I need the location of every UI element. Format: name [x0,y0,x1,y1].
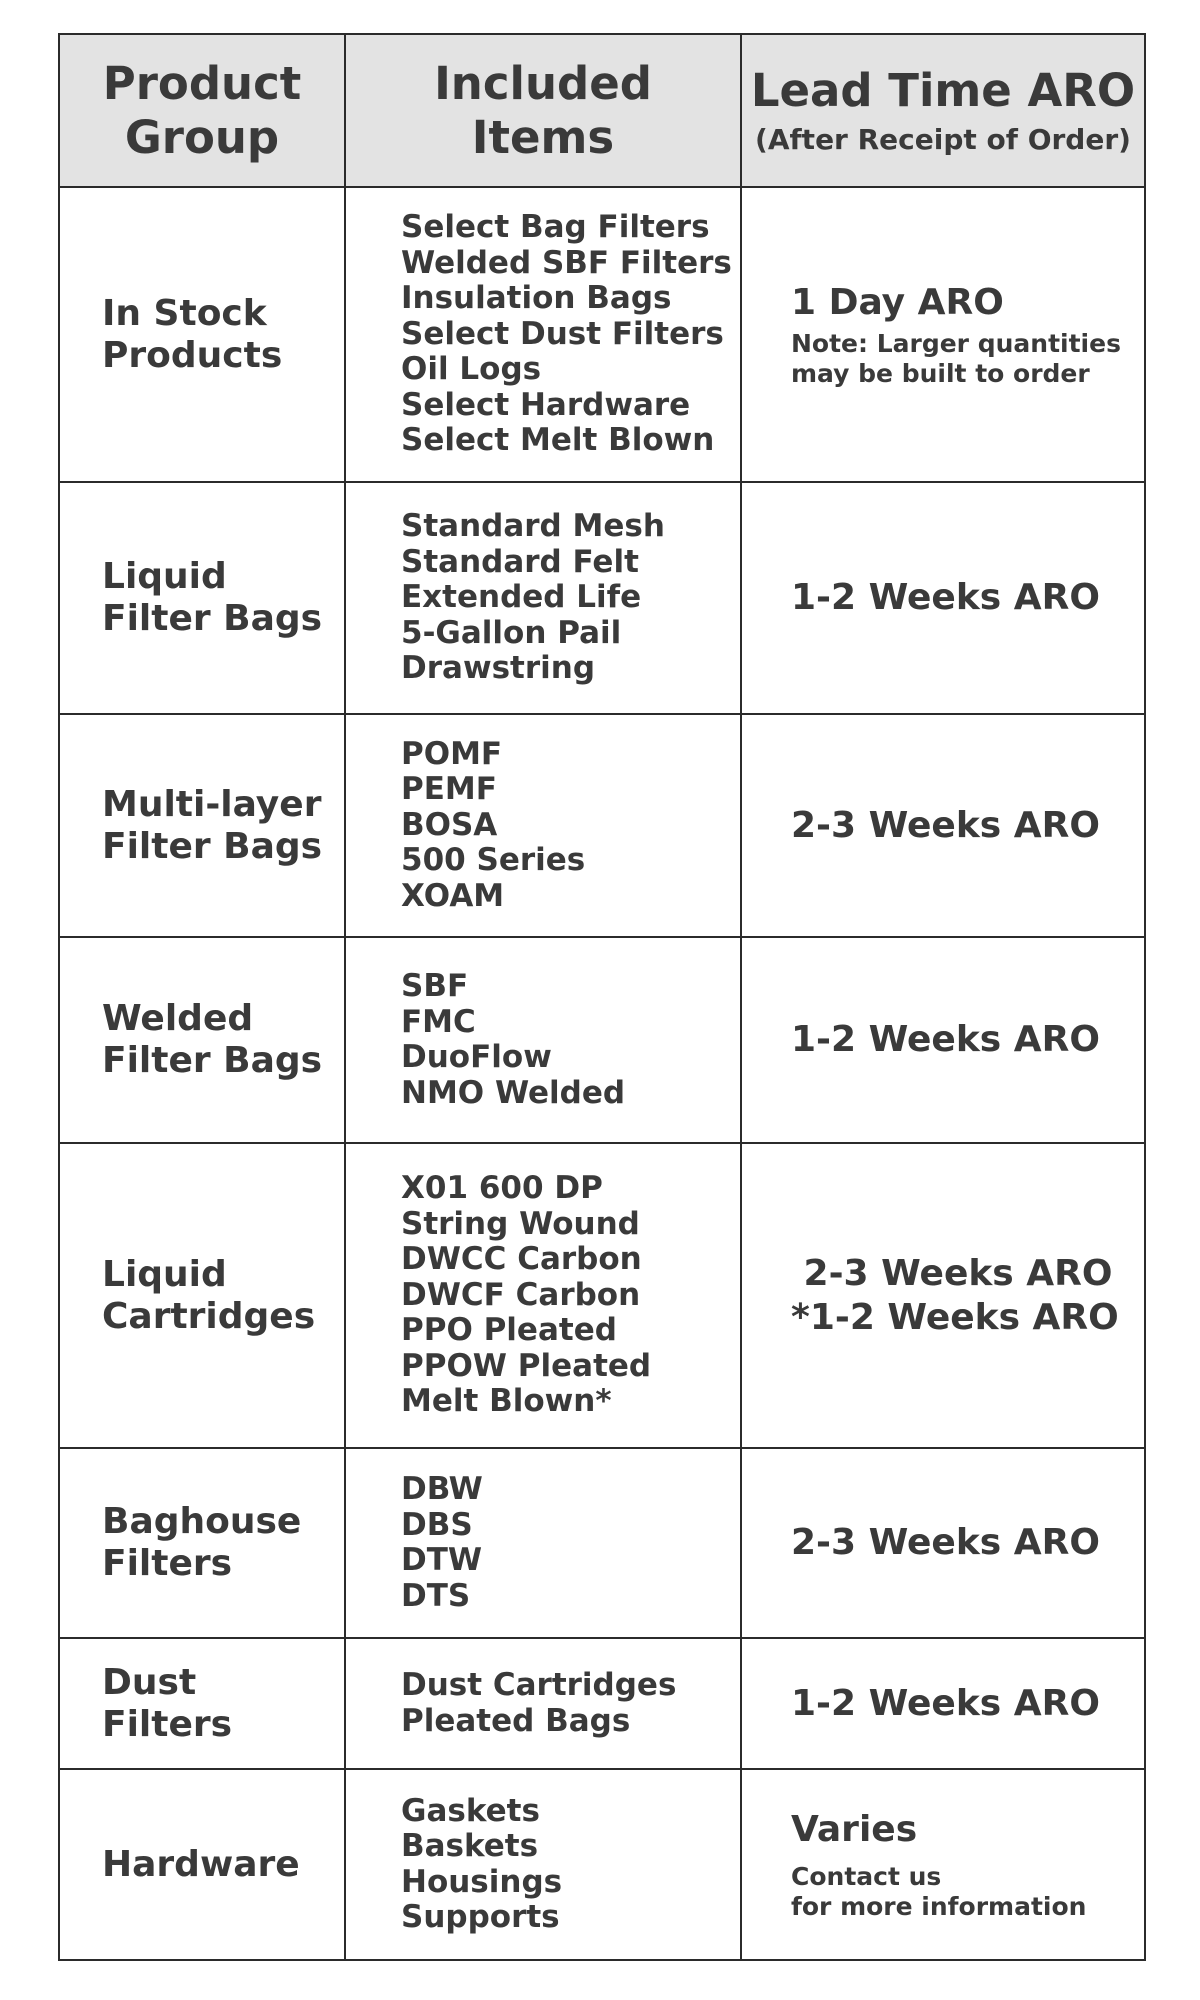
header-product-group-label: Product Group [102,56,302,164]
item: POMF [401,735,503,772]
included-items-cell [345,1638,741,1769]
lead-time-cell [741,1638,1145,1769]
lead-time-value: 1-2 Weeks ARO [791,1682,1100,1724]
item: Baskets [401,1828,539,1864]
item: Drawstring [401,650,596,687]
item: PPOW Pleated [401,1347,652,1384]
lead-time-line: *1-2 Weeks ARO [791,1296,1119,1338]
item: Gaskets [401,1792,540,1829]
item: Oil Logs [401,351,542,388]
header-included-items-label: Included Items [434,56,652,164]
item: DBW [401,1471,483,1507]
item: Select Melt Blown [401,422,715,459]
item: Housings [401,1863,563,1900]
included-items-cell [345,1769,741,1960]
product-group-cell: Liquid Cartridges [59,1143,345,1448]
table-row [59,482,1145,714]
item: DuoFlow [401,1039,552,1075]
included-items-cell [345,1448,741,1638]
note-line: may be built to order [791,358,1090,388]
table-row [59,1769,1145,1960]
product-group-cell: Liquid Filter Bags [59,482,345,714]
item: Extended Life [401,579,642,616]
included-items-cell [345,1143,741,1448]
lead-time-value: 2-3 Weeks ARO [791,1522,1100,1563]
item: Supports [401,1899,560,1935]
item: DBS [401,1506,473,1543]
product-group-cell: Dust Filters [59,1638,345,1769]
lead-time-cell [741,1448,1145,1638]
item: PPO Pleated [401,1312,617,1349]
lead-time-cell [741,714,1145,937]
note-line: Note: Larger quantities [791,328,1121,358]
table-row [59,1448,1145,1638]
header-included-items [345,34,741,187]
item: Insulation Bags [401,280,672,317]
lead-time-note [791,1862,1144,1922]
lead-time-value: 2-3 Weeks ARO [791,804,1100,846]
item: Select Dust Filters [401,315,724,352]
header-row [59,34,1145,187]
header-lead-time-sublabel: (After Receipt of Order) [755,122,1131,156]
item: Select Bag Filters [401,209,710,246]
lead-time-value: 1-2 Weeks ARO [791,1019,1100,1060]
item: SBF [401,968,469,1004]
table-row [59,714,1145,937]
item: Pleated Bags [401,1702,631,1739]
item: BOSA [401,806,498,843]
included-items-cell [345,482,741,714]
item: Dust Cartridges [401,1667,677,1703]
included-items-cell [345,187,741,482]
item: NMO Welded [401,1074,626,1111]
note-line: for more information [791,1891,1087,1921]
item: String Wound [401,1205,640,1242]
header-product-group [59,34,345,187]
lead-time-value: Varies [791,1808,918,1850]
header-lead-time [741,34,1145,187]
product-group-cell: Multi-layer Filter Bags [59,714,345,937]
item: XOAM [401,877,505,914]
item: Standard Felt [401,543,639,580]
item: Select Hardware [401,386,691,423]
item: DWCC Carbon [401,1241,642,1278]
item: FMC [401,1003,476,1040]
product-group-cell: Baghouse Filters [59,1448,345,1638]
product-group-cell: Hardware [59,1769,345,1960]
note-line: Contact us [791,1861,942,1891]
lead-time-line: 2-3 Weeks ARO [791,1252,1113,1294]
product-group-cell: In Stock Products [59,187,345,482]
item: 5-Gallon Pail [401,614,622,651]
item: DWCF Carbon [401,1276,641,1313]
item: Melt Blown* [401,1383,612,1420]
lead-time-cell [741,482,1145,714]
lead-time-value [791,1252,1144,1340]
lead-time-cell [741,1143,1145,1448]
item: DTW [401,1542,483,1578]
lead-time-note [791,329,1144,389]
lead-time-value: 1 Day ARO [791,281,1004,323]
item: Welded SBF Filters [401,244,732,281]
table-row [59,937,1145,1143]
included-items-cell [345,937,741,1143]
table-row [59,187,1145,482]
item: PEMF [401,771,497,808]
table-row [59,1143,1145,1448]
table-row [59,1638,1145,1769]
lead-time-value: 1-2 Weeks ARO [791,577,1100,618]
item: 500 Series [401,842,586,879]
lead-time-cell [741,187,1145,482]
lead-time-table [58,33,1146,1961]
item: X01 600 DP [401,1170,603,1207]
item: DTS [401,1577,471,1614]
lead-time-cell [741,937,1145,1143]
header-lead-time-label: Lead Time ARO [750,63,1136,117]
lead-time-cell [741,1769,1145,1960]
product-group-cell: Welded Filter Bags [59,937,345,1143]
included-items-cell [345,714,741,937]
item: Standard Mesh [401,508,665,545]
